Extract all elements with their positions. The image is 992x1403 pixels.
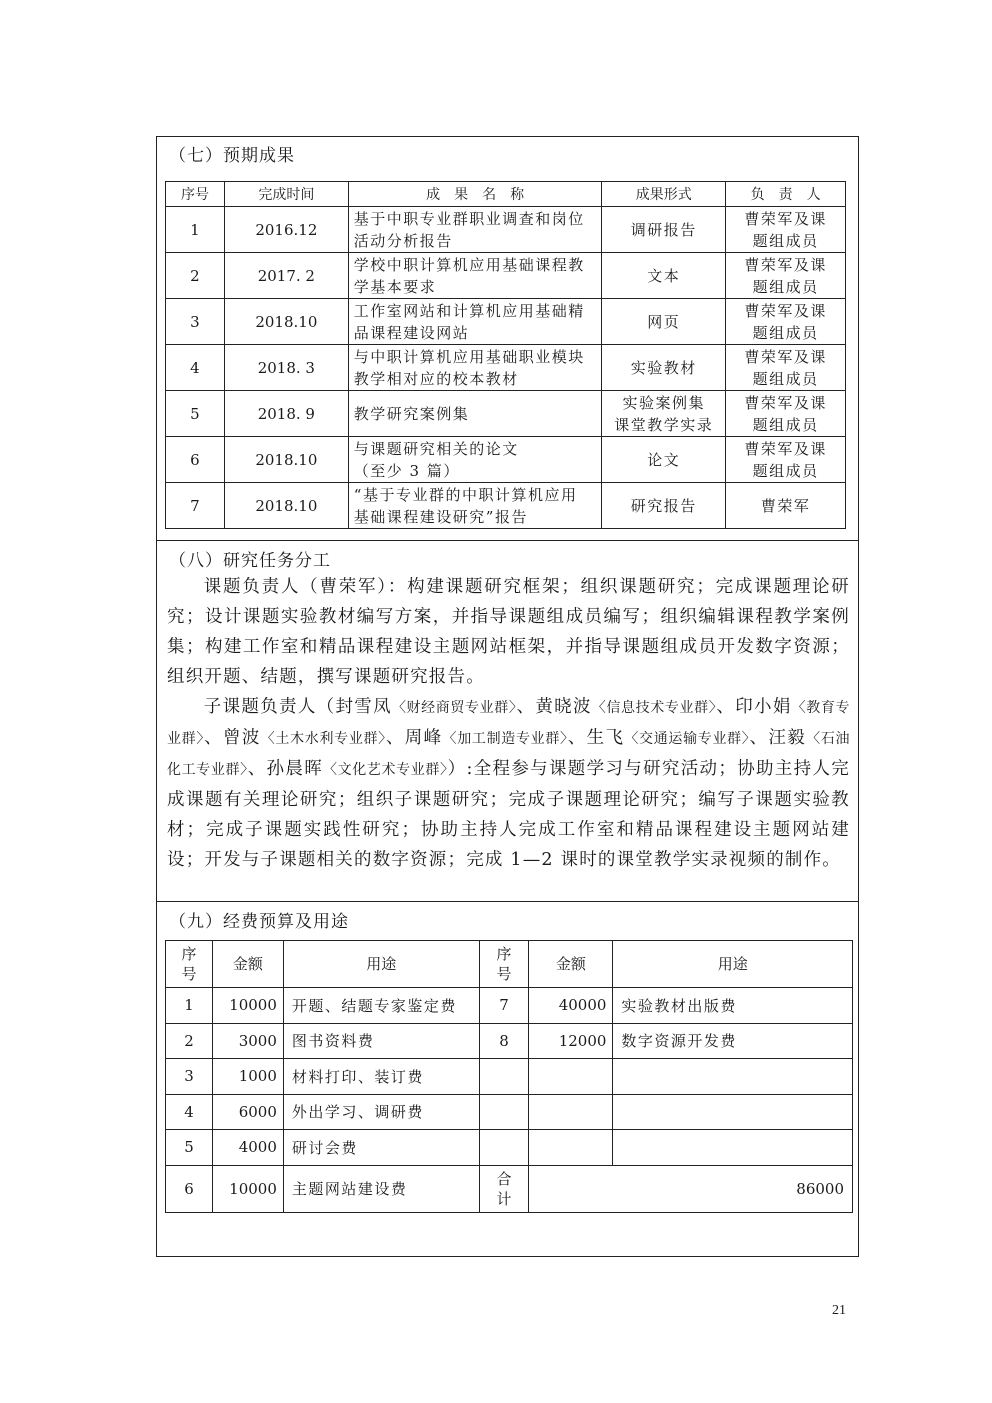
budget-table bbox=[165, 940, 853, 1213]
text-run: 、周峰 bbox=[385, 728, 443, 748]
total-label-line: 计 bbox=[496, 1189, 512, 1208]
row-amount: 40000 bbox=[529, 988, 613, 1024]
owner-line: 题组成员 bbox=[752, 415, 819, 434]
row-owner bbox=[726, 299, 846, 345]
row-use: 数字资源开发费 bbox=[613, 1023, 853, 1059]
row-time: 2018.10 bbox=[224, 299, 348, 345]
paragraph: 课题负责人（曹荣军）：构建课题研究框架；组织课题研究；完成课题理论研究；设计课题实验教材编写方案，并指导课题组成员编写；组织编辑课程教学案例集；构建工作室和精品课程建设主题网站框架，并指导课题组成员开发数字资源；组织开题、结题，撰写课题研究报告。 bbox=[167, 577, 850, 687]
form-frame bbox=[156, 136, 859, 1257]
table-row bbox=[166, 299, 846, 345]
row-form: 实验教材 bbox=[602, 345, 726, 391]
total-label bbox=[479, 1165, 529, 1212]
row-no: 7 bbox=[479, 988, 529, 1024]
text-run: 、黄晓波 bbox=[516, 697, 592, 717]
row-no: 6 bbox=[166, 437, 225, 483]
text-run: 〈交通运输专业群〉 bbox=[624, 731, 750, 747]
header-amount: 金额 bbox=[212, 941, 283, 988]
row-no: 1 bbox=[166, 207, 225, 253]
text-run: 、曾波 bbox=[204, 728, 261, 748]
row-form: 网页 bbox=[602, 299, 726, 345]
header-use: 用途 bbox=[283, 941, 479, 988]
row-no: 6 bbox=[166, 1165, 213, 1212]
name-line: 基于中职专业群职业调查和岗位 bbox=[353, 209, 585, 228]
row-amount: 1000 bbox=[212, 1059, 283, 1095]
name-line: “基于专业群的中职计算机应用 bbox=[353, 485, 578, 504]
owner-line: 题组成员 bbox=[752, 231, 819, 250]
table-row bbox=[166, 391, 846, 437]
table-row bbox=[166, 1094, 853, 1130]
name-line: 学基本要求 bbox=[353, 277, 437, 296]
row-amount bbox=[529, 1059, 613, 1095]
row-no: 2 bbox=[166, 253, 225, 299]
row-no bbox=[479, 1094, 529, 1130]
name-line: （至少 3 篇） bbox=[353, 461, 460, 480]
text-run: 〈财经商贸专业群〉 bbox=[391, 700, 517, 716]
row-use: 研讨会费 bbox=[283, 1130, 479, 1166]
table-row bbox=[166, 437, 846, 483]
row-no: 3 bbox=[166, 1059, 213, 1095]
row-no: 5 bbox=[166, 1130, 213, 1166]
row-name bbox=[348, 253, 602, 299]
total-value: 86000 bbox=[529, 1165, 853, 1212]
section9-title: （九）经费预算及用途 bbox=[169, 912, 349, 932]
row-no: 2 bbox=[166, 1023, 213, 1059]
row-name: 教学研究案例集 bbox=[348, 391, 602, 437]
name-line: 与中职计算机应用基础职业模块 bbox=[353, 347, 585, 366]
row-name bbox=[348, 483, 602, 529]
row-no bbox=[479, 1059, 529, 1095]
section-divider bbox=[157, 540, 858, 541]
header-amount: 金额 bbox=[529, 941, 613, 988]
row-owner bbox=[726, 391, 846, 437]
row-amount: 4000 bbox=[212, 1130, 283, 1166]
text-run: 子课题负责人（封雪凤 bbox=[203, 697, 392, 717]
row-amount: 3000 bbox=[212, 1023, 283, 1059]
row-no: 1 bbox=[166, 988, 213, 1024]
header-use: 用途 bbox=[613, 941, 853, 988]
table-row bbox=[166, 1165, 853, 1212]
owner-line: 曹荣军及课 bbox=[744, 255, 827, 274]
row-form: 调研报告 bbox=[602, 207, 726, 253]
text-run: 〈加工制造专业群〉 bbox=[442, 731, 568, 747]
row-use: 材料打印、装订费 bbox=[283, 1059, 479, 1095]
table-row bbox=[166, 207, 846, 253]
header-line: 序 bbox=[181, 945, 197, 963]
section-divider bbox=[157, 901, 858, 902]
owner-line: 曹荣军及课 bbox=[744, 347, 827, 366]
header-line: 序 bbox=[496, 945, 512, 963]
text-run: 、汪毅 bbox=[749, 728, 807, 748]
text-run: ）:全程参与课题学习与研究活动；协助主持人完成课题有关理论研究；组织子课题研究；完成子课题理论研究；编写子课题实验教材；完成子课题实践性研究；协助主持人完成工作室和精品课程建设主题网站建设；开发与子课题相关的数字资源；完成 1—2 课时的课堂教学实录视频的制作。 bbox=[167, 759, 851, 870]
row-no: 3 bbox=[166, 299, 225, 345]
text-run: 、生飞 bbox=[567, 728, 625, 748]
form-line: 实验案例集 bbox=[622, 393, 706, 412]
header-owner: 负 责 人 bbox=[726, 182, 846, 207]
results-table bbox=[165, 181, 846, 529]
table-row bbox=[166, 253, 846, 299]
row-amount bbox=[529, 1094, 613, 1130]
row-name bbox=[348, 345, 602, 391]
text-run: 〈信息技术专业群〉 bbox=[591, 700, 717, 716]
paragraph bbox=[167, 692, 850, 875]
header-line: 号 bbox=[181, 965, 197, 983]
table-row bbox=[166, 1059, 853, 1095]
row-use bbox=[613, 1094, 853, 1130]
name-line: 品课程建设网站 bbox=[353, 323, 470, 342]
header-no bbox=[479, 941, 529, 988]
row-form: 文本 bbox=[602, 253, 726, 299]
table-row bbox=[166, 483, 846, 529]
section8-title: （八）研究任务分工 bbox=[169, 551, 331, 571]
owner-line: 题组成员 bbox=[752, 323, 819, 342]
name-line: 学校中职计算机应用基础课程教 bbox=[353, 255, 585, 274]
row-owner bbox=[726, 437, 846, 483]
text-run: 〈石油化工专业群〉 bbox=[167, 731, 851, 778]
name-line: 教学相对应的校本教材 bbox=[353, 369, 519, 388]
header-time: 完成时间 bbox=[224, 182, 348, 207]
table-row bbox=[166, 345, 846, 391]
row-form: 论文 bbox=[602, 437, 726, 483]
owner-line: 题组成员 bbox=[752, 461, 819, 480]
total-label-line: 合 bbox=[496, 1169, 512, 1188]
row-time: 2018. 3 bbox=[224, 345, 348, 391]
owner-line: 曹荣军及课 bbox=[744, 301, 827, 320]
row-no: 5 bbox=[166, 391, 225, 437]
name-line: 工作室网站和计算机应用基础精 bbox=[353, 301, 585, 320]
text-run: 〈教育专业群〉 bbox=[167, 700, 851, 747]
row-no bbox=[479, 1130, 529, 1166]
text-run: 〈文化艺术专业群〉 bbox=[323, 762, 448, 778]
row-owner bbox=[726, 207, 846, 253]
row-time: 2018.10 bbox=[224, 437, 348, 483]
row-time: 2016.12 bbox=[224, 207, 348, 253]
row-name bbox=[348, 437, 602, 483]
header-no bbox=[166, 941, 213, 988]
row-time: 2017. 2 bbox=[224, 253, 348, 299]
text-run: 、孙晨晖 bbox=[247, 759, 324, 779]
row-use: 主题网站建设费 bbox=[283, 1165, 479, 1212]
row-use: 开题、结题专家鉴定费 bbox=[283, 988, 479, 1024]
name-line: 与课题研究相关的论文 bbox=[353, 439, 519, 458]
form-line: 课堂教学实录 bbox=[614, 415, 714, 434]
row-time: 2018.10 bbox=[224, 483, 348, 529]
row-amount bbox=[529, 1130, 613, 1166]
section7-title: （七）预期成果 bbox=[169, 146, 295, 166]
owner-line: 曹荣军及课 bbox=[744, 393, 827, 412]
row-amount: 10000 bbox=[212, 1165, 283, 1212]
owner-line: 题组成员 bbox=[752, 277, 819, 296]
page-number: 21 bbox=[832, 1303, 846, 1318]
text-run: 〈土木水利专业群〉 bbox=[260, 731, 386, 747]
table-row bbox=[166, 1023, 853, 1059]
section8-body bbox=[167, 572, 850, 875]
budget-header-row bbox=[166, 941, 853, 988]
row-name bbox=[348, 207, 602, 253]
owner-line: 题组成员 bbox=[752, 369, 819, 388]
row-use bbox=[613, 1130, 853, 1166]
row-no: 8 bbox=[479, 1023, 529, 1059]
header-line: 号 bbox=[496, 965, 512, 983]
row-no: 4 bbox=[166, 1094, 213, 1130]
row-use: 图书资料费 bbox=[283, 1023, 479, 1059]
row-amount: 10000 bbox=[212, 988, 283, 1024]
row-amount: 12000 bbox=[529, 1023, 613, 1059]
row-form: 研究报告 bbox=[602, 483, 726, 529]
name-line: 活动分析报告 bbox=[353, 231, 453, 250]
table-row bbox=[166, 1130, 853, 1166]
results-header-row bbox=[166, 182, 846, 207]
row-use: 外出学习、调研费 bbox=[283, 1094, 479, 1130]
row-use: 实验教材出版费 bbox=[613, 988, 853, 1024]
row-use bbox=[613, 1059, 853, 1095]
row-time: 2018. 9 bbox=[224, 391, 348, 437]
row-no: 7 bbox=[166, 483, 225, 529]
header-name: 成 果 名 称 bbox=[348, 182, 602, 207]
table-row bbox=[166, 988, 853, 1024]
row-owner bbox=[726, 253, 846, 299]
row-amount: 6000 bbox=[212, 1094, 283, 1130]
header-no: 序号 bbox=[166, 182, 225, 207]
text-run: 、印小娟 bbox=[716, 697, 792, 717]
row-form bbox=[602, 391, 726, 437]
header-form: 成果形式 bbox=[602, 182, 726, 207]
row-name bbox=[348, 299, 602, 345]
row-owner: 曹荣军 bbox=[726, 483, 846, 529]
name-line: 基础课程建设研究”报告 bbox=[353, 507, 528, 526]
row-no: 4 bbox=[166, 345, 225, 391]
row-owner bbox=[726, 345, 846, 391]
owner-line: 曹荣军及课 bbox=[744, 439, 827, 458]
owner-line: 曹荣军及课 bbox=[744, 209, 827, 228]
